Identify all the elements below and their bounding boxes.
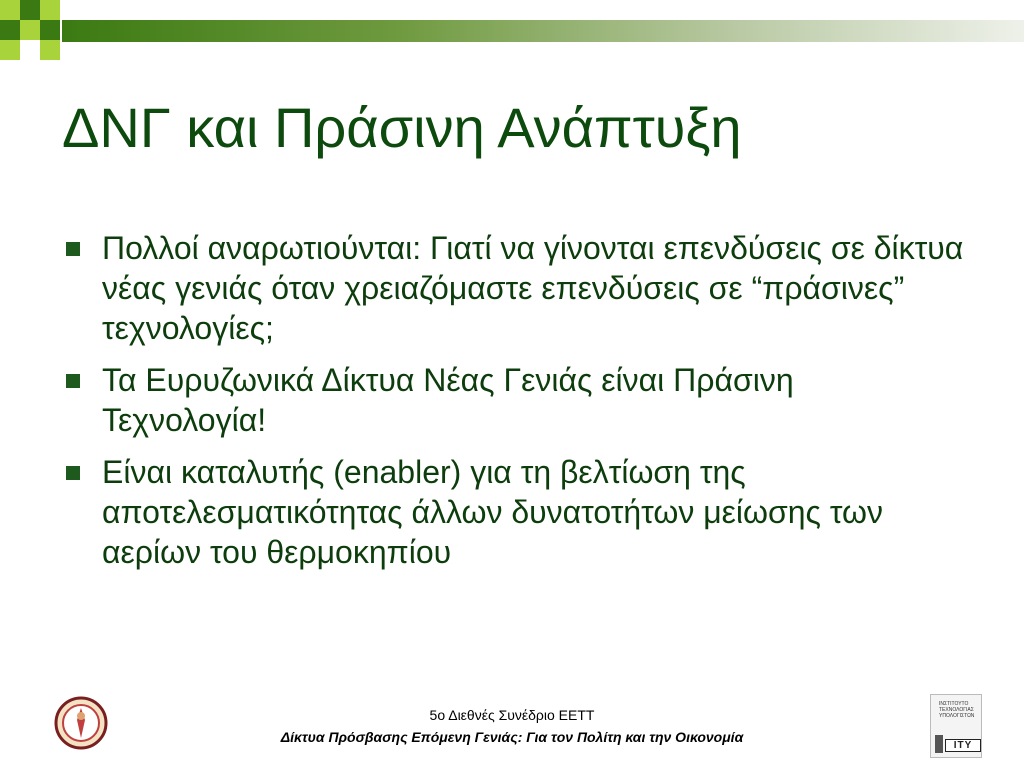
decor-square xyxy=(20,0,40,20)
institute-logo-mark: ITY xyxy=(945,739,981,752)
square-bullet-icon xyxy=(66,242,80,256)
header-gradient-bar xyxy=(62,20,1024,42)
column-icon xyxy=(935,735,943,753)
decor-square xyxy=(0,20,20,40)
footer-subtitle: Δίκτυα Πρόσβασης Επόμενη Γενιάς: Για τον Πολίτη και την Οικονομία xyxy=(280,729,744,745)
bullet-text: Τα Ευρυζωνικά Δίκτυα Νέας Γενιάς είναι Πράσινη Τεχνολογία! xyxy=(102,362,794,438)
decor-square xyxy=(40,20,60,40)
institute-logo-caption: ΙΝΣΤΙΤΟΥΤΟ ΤΕΧΝΟΛΟΓΙΑΣ ΥΠΟΛΟΓΙΣΤΩΝ xyxy=(939,701,975,719)
bullet-item xyxy=(66,360,966,440)
bullet-item xyxy=(66,228,966,348)
decor-square xyxy=(20,20,40,40)
decor-square xyxy=(40,0,60,20)
institute-logo xyxy=(930,694,982,758)
square-bullet-icon xyxy=(66,374,80,388)
bullet-text: Είναι καταλυτής (enabler) για τη βελτίωση της αποτελεσματικότητας άλλων δυνατοτήτων μείωσης των αερίων του θερμοκηπίου xyxy=(102,454,884,570)
decor-square xyxy=(40,40,60,60)
bullet-list xyxy=(66,228,966,584)
decor-square xyxy=(0,40,20,60)
square-bullet-icon xyxy=(66,466,80,480)
decor-square xyxy=(0,0,20,20)
footer-conference: 5ο Διεθνές Συνέδριο ΕΕΤΤ xyxy=(429,707,595,723)
decorative-header-band xyxy=(0,0,1024,62)
bullet-text: Πολλοί αναρωτιούνται: Γιατί να γίνονται επενδύσεις σε δίκτυα νέας γενιάς όταν χρειαζόμαστε επενδύσεις σε “πράσινες” τεχνολογίες; xyxy=(102,230,964,346)
slide-title: ΔΝΓ και Πράσινη Ανάπτυξη xyxy=(62,96,742,159)
bullet-item xyxy=(66,452,966,572)
